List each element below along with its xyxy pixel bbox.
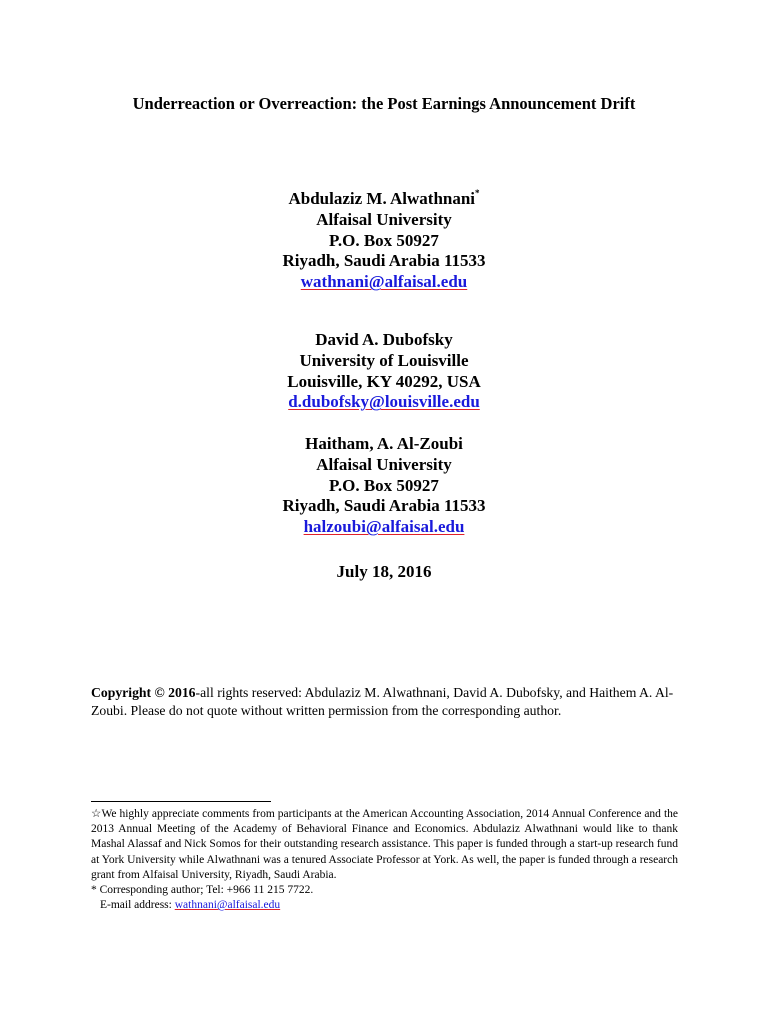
author-address: Riyadh, Saudi Arabia 11533 xyxy=(282,496,486,516)
author-name: David A. Dubofsky xyxy=(315,330,453,349)
author-email-link[interactable]: d.dubofsky@louisville.edu xyxy=(288,392,480,412)
author-email-link[interactable]: wathnani@alfaisal.edu xyxy=(300,272,468,292)
acknowledgment-footnote: ☆We highly appreciate comments from participants at the American Accounting Association, 2014 Annual Conference and the 2013 Annual Meeting of the Academy of Behavioral Finance and Economics. Abdulaziz Alwathnani would like to thank Mashal Alassaf and Nick Somos for their outstanding research assistance. This paper is funded through a start-up research fund at York University while Alwathnani was a tenured Associate Professor at York. As well, the paper is funded through a research grant from Alfaisal University, Riyadh, Saudi Arabia. xyxy=(91,808,678,881)
author-address: Louisville, KY 40292, USA xyxy=(287,371,481,391)
copyright-notice xyxy=(91,684,681,720)
author-name: Abdulaziz M. Alwathnani xyxy=(288,189,476,208)
email-label: E-mail address: xyxy=(100,899,172,912)
paper-title: Underreaction or Overreaction: the Post Earnings Announcement Drift xyxy=(132,94,636,113)
author-block-2 xyxy=(0,330,768,413)
corresponding-marker: * xyxy=(475,188,480,198)
author-affiliation: Alfaisal University xyxy=(316,209,452,229)
author-email-link[interactable]: halzoubi@alfaisal.edu xyxy=(303,517,465,537)
paper-date: July 18, 2016 xyxy=(336,562,432,581)
author-address: P.O. Box 50927 xyxy=(329,230,439,250)
author-name: Haitham, A. Al-Zoubi xyxy=(305,434,463,453)
author-block-3 xyxy=(0,434,768,538)
copyright-text: -all rights reserved: Abdulaziz M. Alwathnani, David A. Dubofsky, and Haithem A. Al-Zoubi. Please do not quote without written permission from the corresponding author. xyxy=(91,685,674,718)
author-affiliation: Alfaisal University xyxy=(316,454,452,474)
footnote-email-link[interactable]: wathnani@alfaisal.edu xyxy=(174,899,281,912)
author-affiliation: University of Louisville xyxy=(299,350,469,370)
author-address: Riyadh, Saudi Arabia 11533 xyxy=(282,251,486,271)
footnote-divider xyxy=(91,801,271,802)
copyright-label: Copyright © 2016 xyxy=(91,685,196,700)
author-address: P.O. Box 50927 xyxy=(329,475,439,495)
corresponding-author-footnote: * Corresponding author; Tel: +966 11 215 7722. xyxy=(91,884,314,897)
footnote xyxy=(91,807,678,913)
author-block-1 xyxy=(0,183,768,293)
